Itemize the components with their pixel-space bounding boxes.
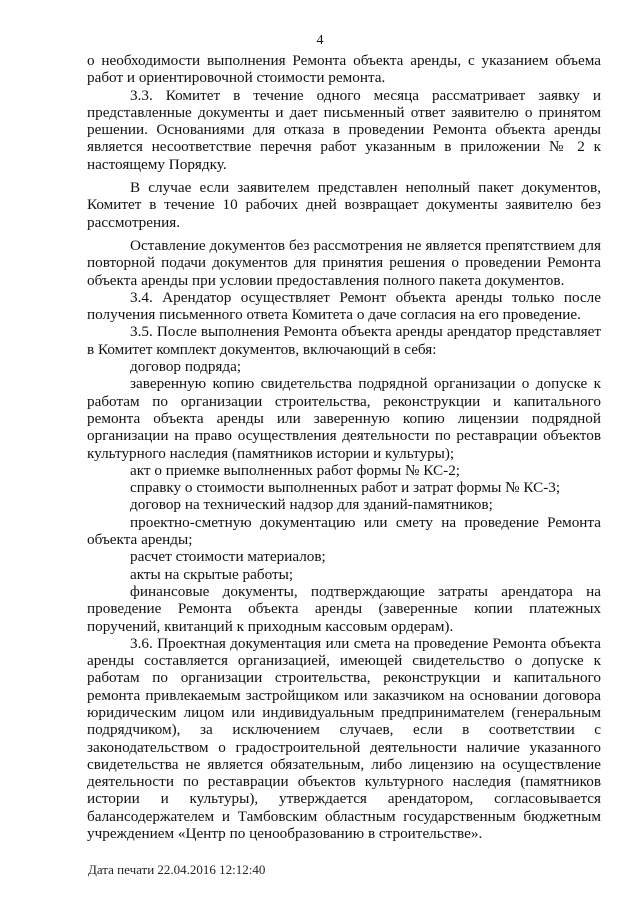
paragraph-3-5: 3.5. После выполнения Ремонта объекта аренды арендатор представляет в Комитет комплект документов, включающий в себя: — [87, 323, 601, 358]
list-item: справку о стоимости выполненных работ и затрат формы № КС-3; — [130, 479, 561, 497]
print-date-footer: Дата печати 22.04.2016 12:12:40 — [88, 862, 266, 877]
list-item: заверенную копию свидетельства подрядной организации о допуске к работам по организации строительства, реконструкции и капитального ремонта объекта аренды или заверенную копию лицензии подрядной организации на право осуществления деятельности по реставрации объектов культурного наследия (памятников истории и культуры); — [87, 375, 601, 462]
paragraph-no-obstacle: Оставление документов без рассмотрения не является препятствием для повторной подачи документов для принятия решения о проведении Ремонта объекта аренды при условии предоставления полного пакета документов. — [87, 236, 601, 289]
list-item: финансовые документы, подтверждающие затраты арендатора на проведение Ремонта объекта аренды (заверенные копии платежных поручений, квитанций к приходным кассовым ордерам). — [87, 582, 601, 635]
paragraph-3-4: 3.4. Арендатор осуществляет Ремонт объекта аренды только после получения письменного ответа Комитета о даче согласия на его проведение. — [87, 288, 601, 324]
document-body — [87, 52, 601, 842]
page-number: 4 — [316, 33, 324, 48]
list-item: договор на технический надзор для зданий-памятников; — [130, 496, 493, 514]
paragraph-3-6: 3.6. Проектная документация или смета на проведение Ремонта объекта аренды составляется организацией, имеющей свидетельство о допуске к работам по организации строительства, реконструкции и капитального ремонта привлекаемым застройщиком или заказчиком на основании договора юридическим лицом или индивидуальным предпринимателем (генеральным подрядчиком), за исключением случаев, если в соответствии с законодательством о градостроительной деятельности наличие указанного свидетельства не является обязательным, либо лицензию на осуществление деятельности по реставрации объектов культурного наследия (памятников истории и культуры), утверждается арендатором, согласовывается балансодержателем и Тамбовским областным государственным бюджетным учреждением «Центр по ценообразованию в строительстве». — [87, 634, 601, 843]
list-item: проектно-сметную документацию или смету на проведение Ремонта объекта аренды; — [87, 513, 601, 549]
list-item: расчет стоимости материалов; — [130, 548, 326, 566]
list-item: акты на скрытые работы; — [130, 565, 294, 583]
paragraph-3-3: 3.3. Комитет в течение одного месяца рассматривает заявку и представленные документы и дает письменный ответ заявителю о принятом решении. Основаниями для отказа в проведении Ремонта объекта аренды является несоответствие перечня работ указанным в приложении № 2 к настоящему Порядку. — [87, 86, 601, 173]
list-item: договор подряда; — [130, 358, 242, 376]
list-item: акт о приемке выполненных работ формы № КС-2; — [130, 461, 461, 479]
paragraph-intro-continuation: о необходимости выполнения Ремонта объекта аренды, с указанием объема работ и ориентировочной стоимости ремонта. — [87, 52, 601, 87]
paragraph-incomplete-package: В случае если заявителем представлен неполный пакет документов, Комитет в течение 10 рабочих дней возвращает документы заявителю без рассмотрения. — [87, 179, 601, 231]
